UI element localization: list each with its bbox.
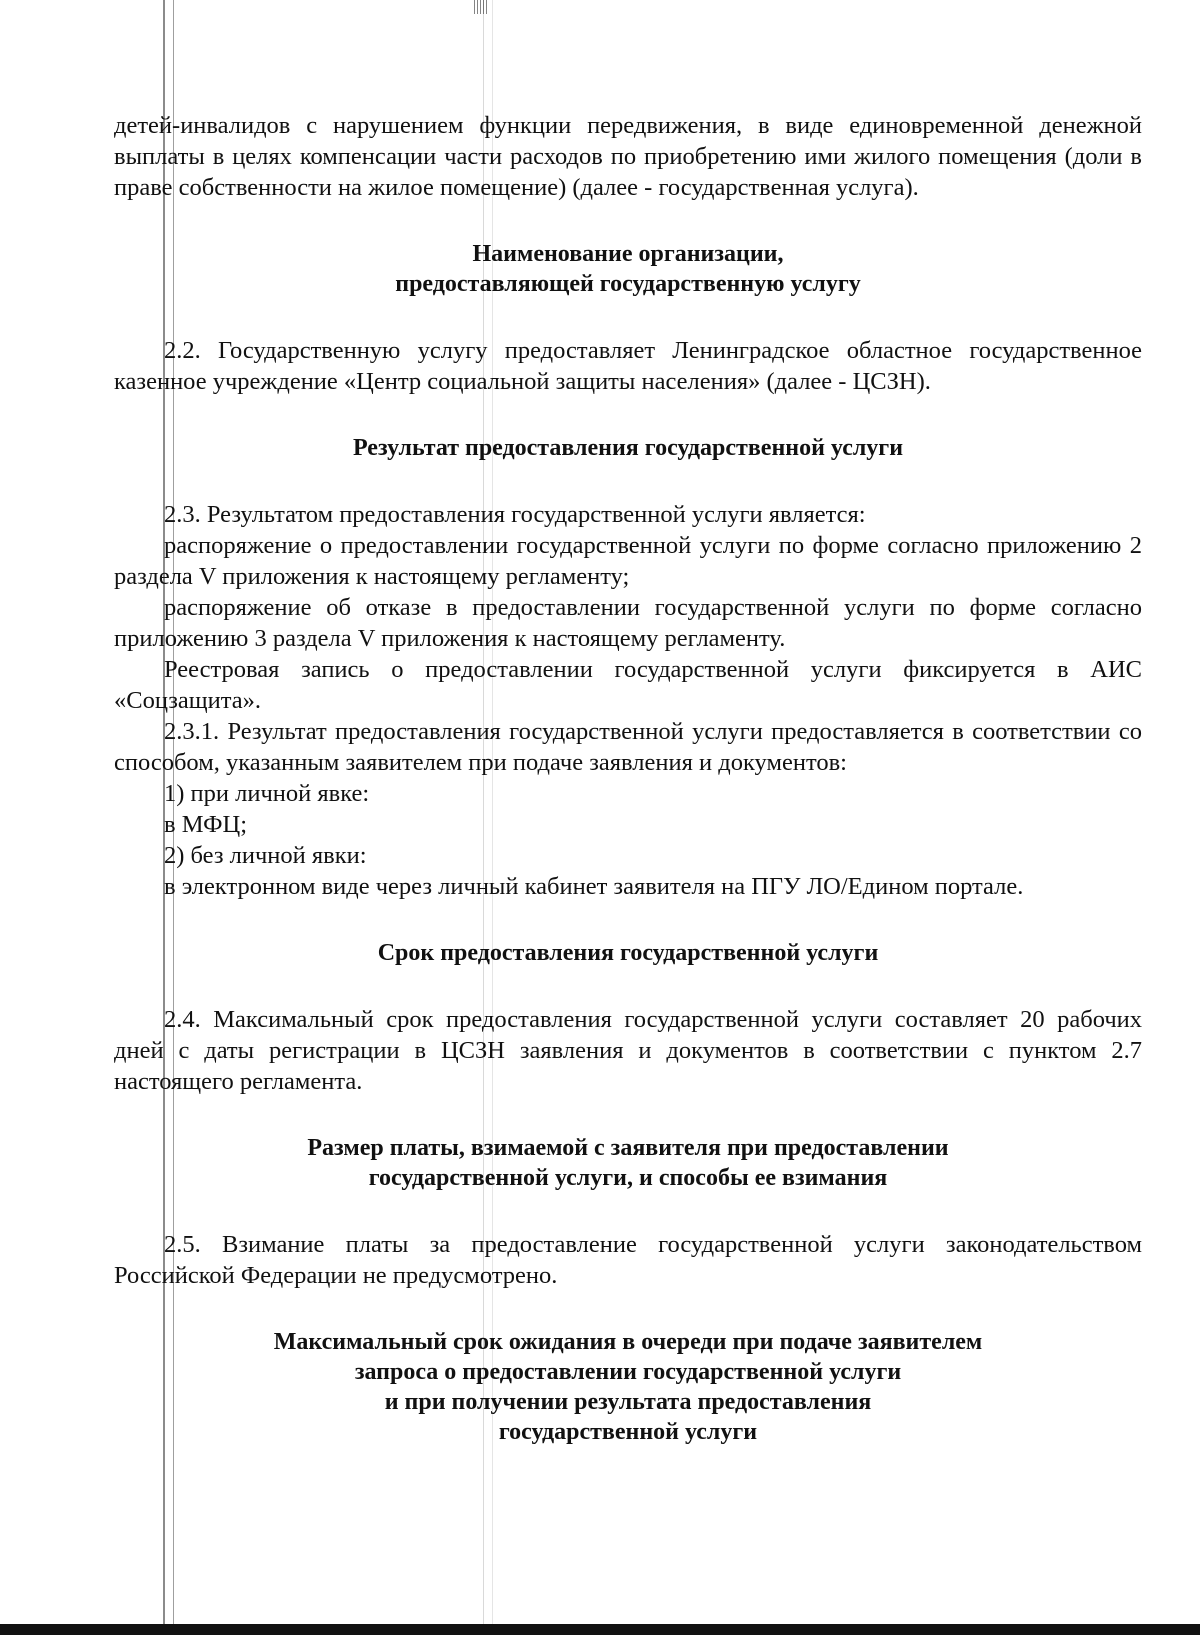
heading-line: Размер платы, взимаемой с заявителя при предоставлении bbox=[307, 1135, 949, 1161]
section-heading-queue bbox=[114, 1327, 1142, 1447]
paragraph-order-grant: распоряжение о предоставлении государственной услуги по форме согласно приложению 2 раздела V приложения к настоящему регламенту; bbox=[114, 532, 1142, 590]
paragraph-no-personal-visit: 2) без личной явки: bbox=[164, 842, 367, 869]
heading-line: запроса о предоставлении государственной услуги bbox=[354, 1359, 902, 1385]
scan-artifact-bottom-edge bbox=[0, 1624, 1200, 1635]
heading-line: Наименование организации, bbox=[472, 241, 784, 267]
section-heading-result bbox=[114, 433, 1142, 463]
heading-line: Максимальный срок ожидания в очереди при подаче заявителем bbox=[273, 1329, 983, 1355]
paragraph-mfc: в МФЦ; bbox=[164, 811, 248, 838]
paragraph-2-3: 2.3. Результатом предоставления государственной услуги является: bbox=[164, 501, 866, 528]
section-heading-term bbox=[114, 938, 1142, 968]
paragraph-electronic: в электронном виде через личный кабинет заявителя на ПГУ ЛО/Едином портале. bbox=[164, 873, 1024, 900]
paragraph-personal-visit: 1) при личной явке: bbox=[164, 780, 370, 807]
heading-line: государственной услуги, и способы ее взимания bbox=[368, 1165, 888, 1191]
paragraph-2-3-1: 2.3.1. Результат предоставления государственной услуги предоставляется в соответствии со способом, указанным заявителем при подаче заявления и документов: bbox=[114, 718, 1142, 776]
intro-paragraph: детей-инвалидов с нарушением функции передвижения, в виде единовременной денежной выплаты в целях компенсации части расходов по приобретению ими жилого помещения (доли в праве собственности на жилое помещение) (далее - государственная услуга). bbox=[114, 112, 1142, 201]
document-body bbox=[114, 110, 1142, 1447]
paragraph-2-2: 2.2. Государственную услугу предоставляет Ленинградское областное государственное казенное учреждение «Центр социальной защиты населения» (далее - ЦСЗН). bbox=[114, 337, 1142, 395]
heading-line: Результат предоставления государственной услуги bbox=[352, 435, 904, 461]
scan-artifact-top-mark bbox=[474, 0, 488, 14]
paragraph-2-5: 2.5. Взимание платы за предоставление государственной услуги законодательством Российской Федерации не предусмотрено. bbox=[114, 1231, 1142, 1289]
paragraph-2-4: 2.4. Максимальный срок предоставления государственной услуги составляет 20 рабочих дней с даты регистрации в ЦСЗН заявления и документов в соответствии с пунктом 2.7 настоящего регламента. bbox=[114, 1006, 1142, 1095]
section-heading-organization bbox=[114, 239, 1142, 299]
paragraph-order-refuse: распоряжение об отказе в предоставлении государственной услуги по форме согласно приложению 3 раздела V приложения к настоящему регламенту. bbox=[114, 594, 1142, 652]
heading-line: Срок предоставления государственной услуги bbox=[377, 940, 879, 966]
heading-line: государственной услуги bbox=[498, 1419, 758, 1445]
section-heading-fee bbox=[114, 1133, 1142, 1193]
heading-line: предоставляющей государственную услугу bbox=[395, 271, 861, 297]
heading-line: и при получении результата предоставления bbox=[384, 1389, 872, 1415]
paragraph-registry: Реестровая запись о предоставлении государственной услуги фиксируется в АИС «Соцзащита». bbox=[114, 656, 1142, 714]
